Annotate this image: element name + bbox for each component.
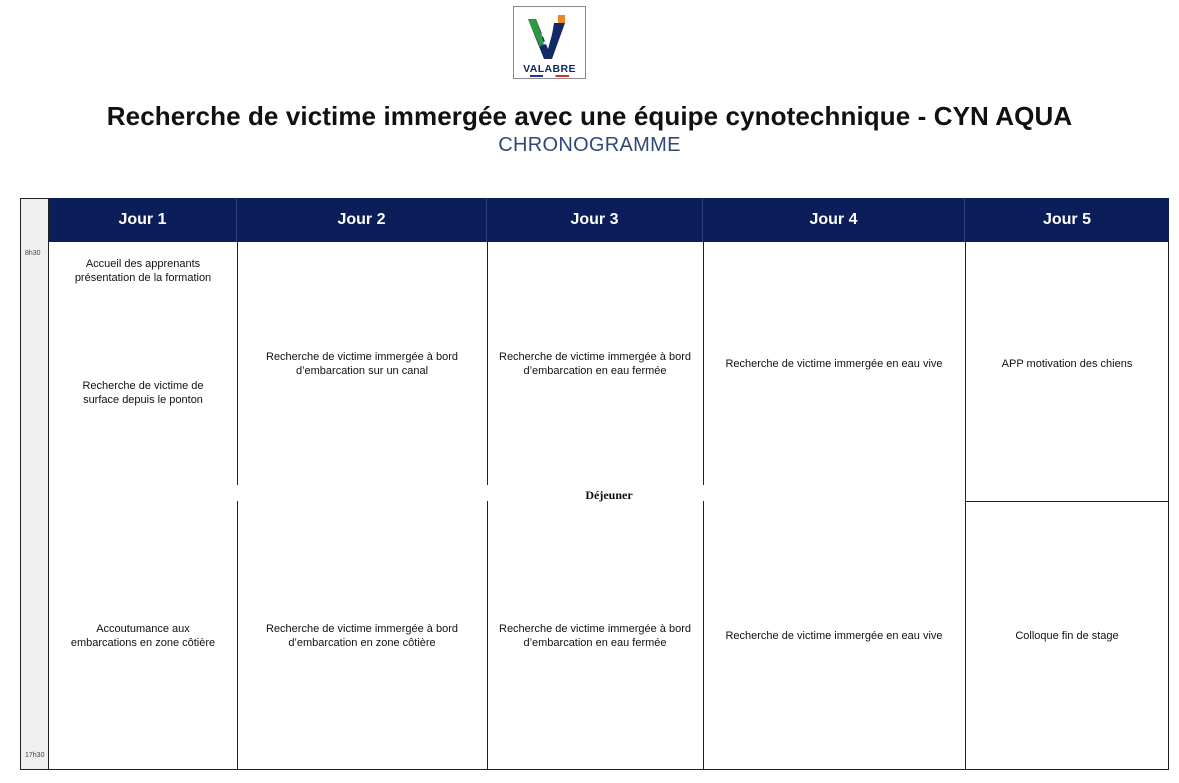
- page-title: Recherche de victime immergée avec une équipe cynotechnique - CYN AQUA: [106, 101, 1073, 131]
- jour3-afternoon: Recherche de victime immergée à bord d’embarcation en eau fermée: [499, 622, 691, 649]
- jour1-afternoon: Accoutumance aux embarcations en zone côtière: [70, 622, 216, 649]
- jour5-afternoon: Colloque fin de stage: [1015, 629, 1119, 642]
- jour4-morning: Recherche de victime immergée en eau vive: [725, 357, 943, 370]
- jour1-morning-activity: Recherche de victime de surface depuis le ponton: [82, 380, 204, 406]
- jour5-morning: APP motivation des chiens: [1001, 357, 1133, 370]
- schedule-grid: [49, 198, 1169, 770]
- jour4-afternoon: Recherche de victime immergée en eau vive: [725, 629, 943, 642]
- valabre-logo: [513, 6, 586, 79]
- logo-underline: [530, 75, 569, 77]
- day-header-5: Jour 5: [965, 198, 1169, 242]
- day-header-1: Jour 1: [49, 198, 237, 242]
- jour3-morning: Recherche de victime immergée à bord d’embarcation en eau fermée: [499, 350, 691, 377]
- time-gutter: [20, 198, 49, 770]
- svg-text:★: ★: [542, 40, 548, 47]
- day-header-2: Jour 2: [237, 198, 487, 242]
- jour1-morning-welcome: Accueil des apprenants présentation de la formation: [74, 258, 212, 284]
- day-header-3: Jour 3: [487, 198, 703, 242]
- logo-text: VALABRE: [523, 63, 576, 75]
- time-start-label: 8h30: [25, 250, 41, 257]
- jour2-morning: Recherche de victime immergée à bord d’embarcation sur un canal: [266, 350, 458, 377]
- page-subtitle: CHRONOGRAMME: [498, 134, 681, 156]
- day-header-4: Jour 4: [703, 198, 965, 242]
- svg-text:★: ★: [540, 31, 547, 39]
- time-end-label: 17h30: [25, 752, 45, 759]
- lunch-label: Déjeuner: [585, 488, 633, 502]
- jour2-afternoon: Recherche de victime immergée à bord d’embarcation en zone côtière: [266, 622, 458, 649]
